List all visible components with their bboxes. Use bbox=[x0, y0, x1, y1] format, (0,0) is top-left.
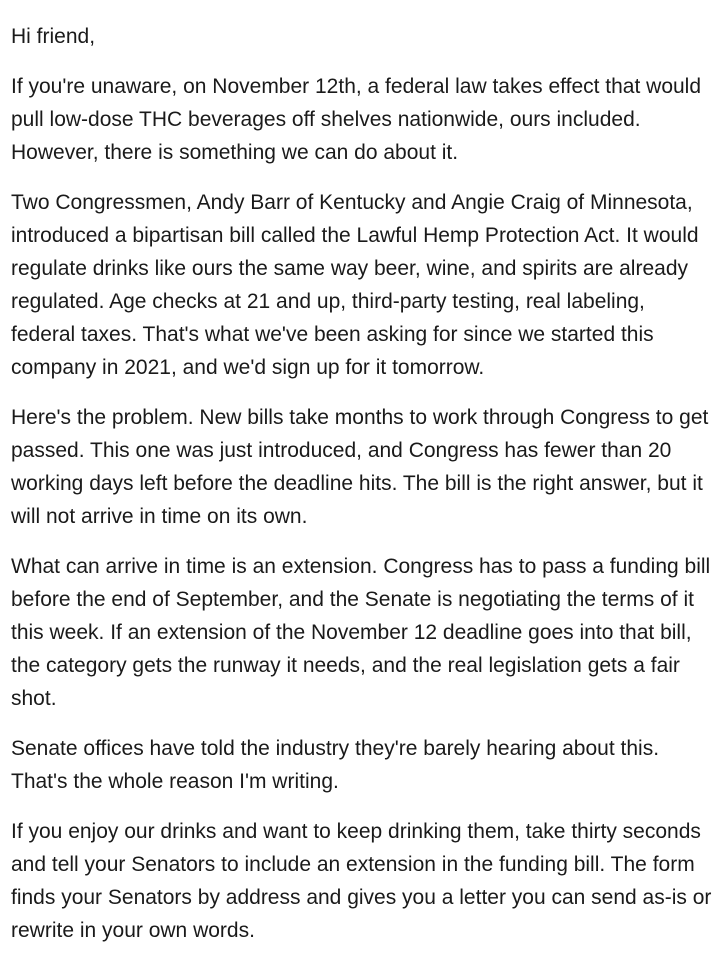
email-greeting: Hi friend, bbox=[11, 25, 96, 48]
email-paragraph-extension: What can arrive in time is an extension. Congress has to pass a funding bill before the end of September, and the Senate is negotiating the terms of it this week. If an extension of the November 12 deadline goes into that bill, the category gets the runway it needs, and the real legislation gets a fair shot. bbox=[11, 555, 711, 710]
email-paragraph-law-notice: If you're unaware, on November 12th, a federal law takes effect that would pull low-dose THC beverages off shelves nationwide, ours included. However, there is something we can do about it. bbox=[11, 75, 702, 164]
email-paragraph-bipartisan-bill: Two Congressmen, Andy Barr of Kentucky and Angie Craig of Minnesota, introduced a bipartisan bill called the Lawful Hemp Protection Act. It would regulate drinks like ours the same way beer, wine, and spirits are already regulated. Age checks at 21 and up, third-party testing, real labeling, federal taxes. That's what we've been asking for since we started this company in 2021, and we'd sign up for it tomorrow. bbox=[11, 191, 699, 379]
email-paragraph-call-to-action: If you enjoy our drinks and want to keep drinking them, take thirty seconds and tell your Senators to include an extension in the funding bill. The form finds your Senators by address and gives you a letter you can send as-is or rewrite in your own words. bbox=[11, 820, 712, 942]
email-paragraph-senate-offices: Senate offices have told the industry they're barely hearing about this. That's the whole reason I'm writing. bbox=[11, 737, 660, 793]
email-paragraph-problem: Here's the problem. New bills take months to work through Congress to get passed. This one was just introduced, and Congress has fewer than 20 working days left before the deadline hits. The bill is the right answer, but it will not arrive in time on its own. bbox=[11, 406, 709, 528]
